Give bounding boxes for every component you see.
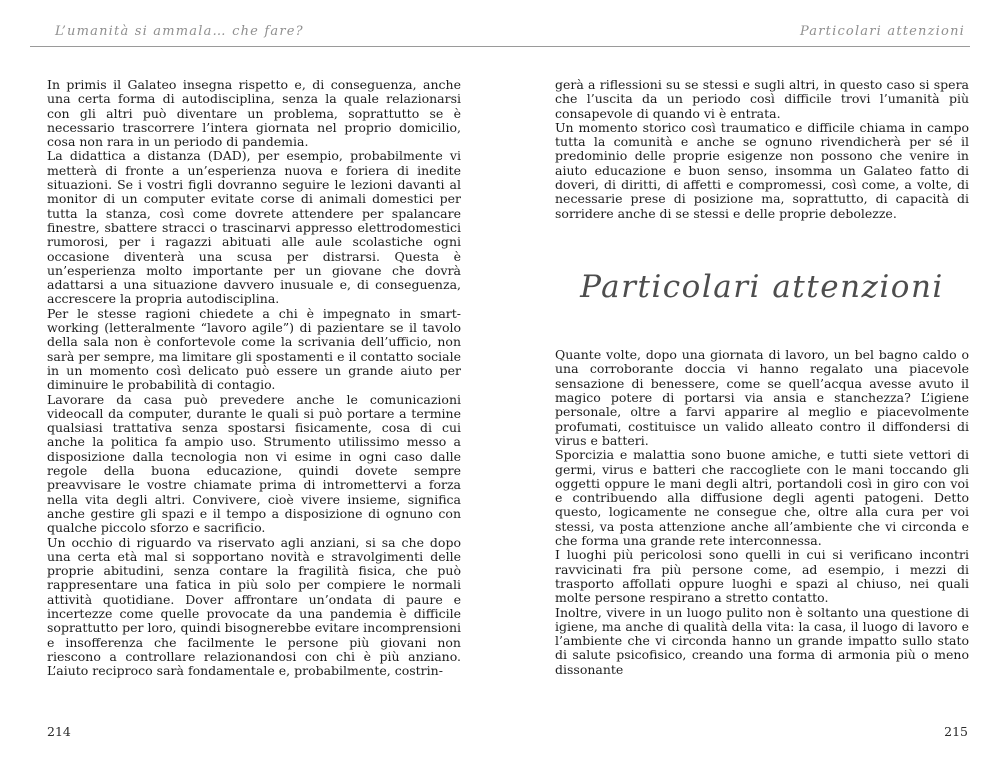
paragraph: In primis il Galateo insegna rispetto e, di conseguenza, anche una certa forma di autodisciplina, senza la quale relazionarsi con gli altri può diventare un problema, soprattutto se è necessario trascorrere l’intera giornata nel proprio domicilio, cosa non rara in un periodo di pandemia. [47,77,461,150]
paragraph: Sporcizia e malattia sono buone amiche, e tutti siete vettori di germi, virus e batteri che raccogliete con le mani toccando gli oggetti oppure le mani degli altri, portandoli così in giro con voi e contribuendo alla diffusione degli agenti patogeni. Detto questo, logicamente ne consegue che, oltre alla cura per voi stessi, va posta attenzione anche all’ambiente che vi circonda e che forma una grande rete interconnessa. [555,447,969,549]
running-head-left: L’umanità si ammala… che fare? [55,24,304,39]
paragraph: Per le stesse ragioni chiedete a chi è impegnato in smart-working (letteralmente “lavoro agile”) di pazientare se il tavolo della sala non è confortevole come la scrivania dell’ufficio, non sarà per sempre, ma limitare gli spostamenti e il contatto sociale in un momento così delicato può essere un grande aiuto per diminuire le probabilità di contagio. [47,305,461,393]
paragraph: I luoghi più pericolosi sono quelli in cui si verificano incontri ravvicinati fra più persone come, ad esempio, i mezzi di trasporto affollati oppure luoghi e spazi al chiuso, nei quali molte persone respirano a stretto contatto. [555,547,969,606]
paragraph: La didattica a distanza (DAD), per esempio, probabilmente vi metterà di fronte a un’esperienza nuova e foriera di inedite situazioni. Se i vostri figli dovranno seguire le lezioni davanti al monitor di un computer evitate corse di animali domestici per tutta la stanza, così come dovrete attendere per spalancare finestre, sbattere stracci o trascinarvi appresso elettrodomestici rumorosi, per i ragazzi abituati alle aule scolastiche ogni occasione diventerà una scusa per distrarsi. Questa è un’esperienza molto importante per un giovane che dovrà adattarsi a una situazione davvero inusuale e, di conseguenza, accrescere la propria autodisciplina. [47,148,461,307]
paragraph: Un momento storico così traumatico e difficile chiama in campo tutta la comunità e anche se ognuno rivendicherà per sé il predominio delle proprie esigenze non possono che venire in aiuto educazione e buon senso, insomma un Galateo fatto di doveri, di diritti, di affetti e compromessi, così come, a volte, di necessarie prese di posizione ma, soprattutto, di capacità di sorridere anche di se stessi e delle proprie debolezze. [555,119,969,221]
running-head-right: Particolari attenzioni [799,24,965,39]
paragraph: Inoltre, vivere in un luogo pulito non è soltanto una questione di igiene, ma anche di qualità della vita: la casa, il luogo di lavoro e l’ambiente che vi circonda hanno un grande impatto sullo stato di salute psicofisico, creando una forma di armonia più o meno dissonante [555,604,969,677]
page-number-left: 214 [47,724,71,739]
paragraph: Lavorare da casa può prevedere anche le comunicazioni videocall da computer, durante le quali si può portare a termine qualsiasi trattativa senza spostarsi fisicamente, cosa di cui anche la politica fa ampio uso. Strumento utilissimo messo a disposizione dalla tecnologia non vi esime in ogni caso dalle regole della buona educazione, quindi dovete sempre preavvisare le vostre chiamate prima di intromettervi a forza nella vita degli altri. Convivere, cioè vivere insieme, significa anche gestire gli spazi e il tempo a disposizione di ognuno con qualche piccolo sforzo e sacrificio. [47,391,461,536]
header-rule [30,46,970,47]
section-title: Particolari attenzioni [580,268,944,305]
page-number-right: 215 [944,724,968,739]
paragraph: Un occhio di riguardo va riservato agli anziani, si sa che dopo una certa età mal si sopportano novità e stravolgimenti delle proprie abitudini, senza contare la fragilità fisica, che può rappresentare una fatica in più solo per compiere le normali attività quotidiane. Dover affrontare un’ondata di paure e incertezze come quelle provocate da una pandemia è difficile soprattutto per loro, quindi bisognerebbe evitare incomprensioni e insofferenza che facilmente le persone più giovani non riescono a controllare relazionandosi con chi è più anziano. L’aiuto reciproco sarà fondamentale e, probabilmente, costrin- [47,534,461,679]
left-page-text [47,78,461,678]
right-page-text [555,78,969,677]
paragraph: gerà a riflessioni su se stessi e sugli altri, in questo caso si spera che l’uscita da un periodo così difficile trovi l’umanità più consapevole di quando vi è entrata. [555,77,969,121]
paragraph: Quante volte, dopo una giornata di lavoro, un bel bagno caldo o una corroborante doccia vi hanno regalato una piacevole sensazione di benessere, come se quell’acqua avesse avuto il magico potere di portarsi via ansia e stanchezza? L’igiene personale, oltre a farvi apparire al meglio e piacevolmente profumati, costituisce un valido alleato contro il diffondersi di virus e batteri. [555,347,969,448]
